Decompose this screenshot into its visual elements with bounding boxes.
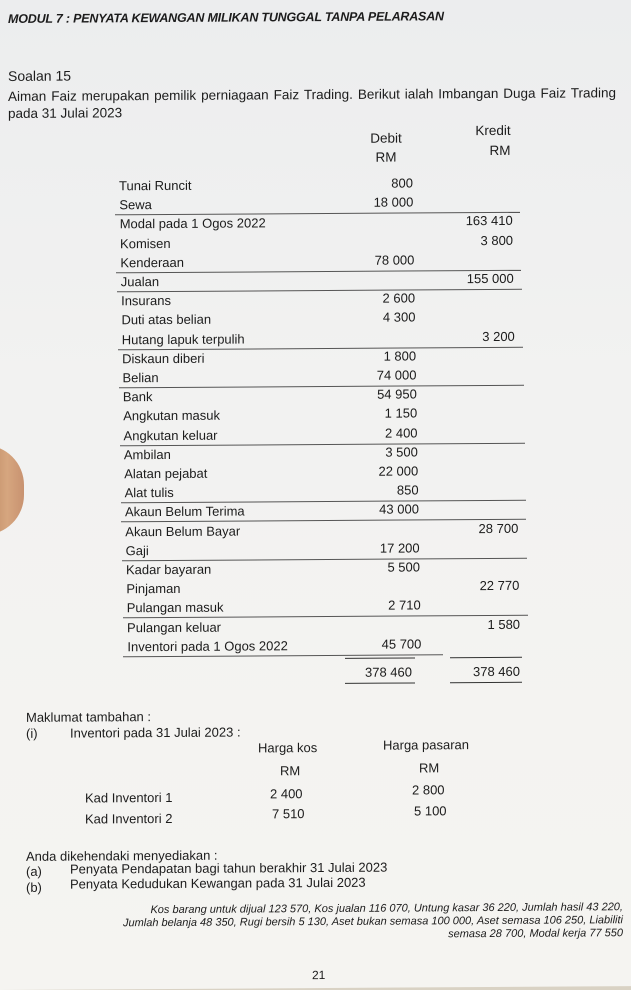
module-header: MODUL 7 : PENYATA KEWANGAN MILIKAN TUNGGAL TANPA PELARASAN (8, 9, 444, 26)
table-row (118, 347, 523, 368)
table-row (123, 635, 443, 657)
extra-item-number: (i) (26, 725, 38, 741)
account-name: Angkutan masuk (123, 408, 221, 424)
inventory-card-market: 2 800 (412, 782, 445, 798)
account-name: Ambilan (123, 446, 171, 463)
table-row (122, 558, 527, 579)
kredit-total: 378 460 (473, 663, 520, 680)
debit-amount: 1 150 (384, 405, 418, 422)
table-row (119, 404, 524, 425)
inventory-card-market: 5 100 (414, 803, 447, 819)
table-row (116, 212, 521, 233)
account-name: Komisen (120, 235, 171, 251)
account-name: Insurans (121, 293, 171, 309)
debit-amount: 2 710 (388, 597, 421, 614)
inventory-card-cost: 7 510 (272, 806, 305, 822)
debit-amount: 800 (391, 175, 413, 191)
kredit-total-line (450, 657, 522, 658)
account-name: Duti atas belian (121, 312, 212, 328)
table-row (119, 385, 524, 406)
table-row (120, 443, 525, 464)
debit-amount: 850 (396, 482, 419, 498)
account-name: Alatan pejabat (124, 465, 208, 482)
extra-info-title: Maklumat tambahan : (26, 709, 152, 725)
table-row (123, 615, 528, 636)
task-b-label: (b) (26, 879, 42, 895)
debit-total-underline (345, 682, 415, 683)
cost-unit: RM (280, 763, 301, 779)
question-number: Soalan 15 (8, 67, 72, 84)
inventory-card-name: Kad Inventori 2 (85, 810, 173, 827)
account-name: Jualan (120, 274, 160, 290)
debit-amount: 78 000 (374, 252, 415, 268)
debit-total-line (345, 657, 415, 658)
debit-amount: 54 950 (377, 386, 417, 402)
tasks-title: Anda dikehendaki menyediakan : (26, 847, 218, 864)
debit-amount: 43 000 (379, 501, 419, 518)
debit-amount: 45 700 (381, 636, 422, 652)
account-name: Pulangan keluar (127, 619, 222, 635)
debit-total: 378 460 (365, 664, 412, 680)
debit-amount: 5 500 (387, 559, 420, 575)
debit-header: Debit (370, 130, 402, 146)
market-unit: RM (419, 760, 440, 776)
market-price-header: Harga pasaran (383, 737, 469, 753)
debit-amount: 17 200 (379, 540, 420, 556)
debit-unit: RM (375, 149, 397, 165)
account-name: Akaun Belum Bayar (125, 523, 241, 539)
account-name: Modal pada 1 Ogos 2022 (119, 215, 266, 232)
question-intro: Aiman Faiz merupakan pemilik perniagaan Faiz Trading. Berikut ialah Imbangan Duga Faiz Trading pada 31 Julai 2023 (8, 85, 616, 121)
account-name: Akaun Belum Terima (124, 503, 245, 520)
debit-amount: 3 500 (385, 444, 418, 460)
account-name: Pinjaman (126, 581, 181, 597)
table-row (121, 519, 526, 540)
account-name: Tunai Runcit (119, 177, 192, 194)
account-name: Bank (122, 389, 153, 405)
kredit-total-underline (450, 682, 522, 683)
table-row (122, 577, 527, 598)
debit-amount: 1 800 (383, 348, 417, 364)
answer-hint: Kos barang untuk dijual 123 570, Kos jualan 116 070, Untung kasar 36 220, Jumlah hasil 43 220, Jumlah belanja 48 350, Rugi bersih 5 130, Aset bukan semasa 100 000, Aset semasa 106 250, Liabiliti semasa 28 700, Modal kerja 77 550 (122, 901, 623, 941)
page-number: 21 (312, 968, 326, 983)
inventory-card-cost: 2 400 (270, 786, 303, 802)
debit-amount: 22 000 (378, 463, 419, 479)
inventory-card-name: Kad Inventori 1 (85, 789, 173, 806)
account-name: Hutang lapuk terpulih (121, 331, 245, 347)
account-name: Sewa (119, 197, 152, 213)
debit-amount: 2 600 (382, 290, 416, 306)
kredit-amount: 155 000 (466, 270, 514, 287)
account-name: Belian (122, 370, 159, 386)
cost-price-header: Harga kos (258, 740, 318, 756)
kredit-amount: 1 580 (487, 616, 521, 632)
kredit-header: Kredit (475, 122, 511, 139)
account-name: Gaji (125, 542, 149, 559)
task-a-label: (a) (26, 863, 42, 879)
kredit-amount: 3 800 (480, 232, 514, 248)
debit-amount: 2 400 (385, 425, 418, 441)
table-row (120, 462, 525, 483)
debit-amount: 74 000 (376, 367, 417, 383)
account-name: Inventori pada 1 Ogos 2022 (127, 638, 288, 655)
kredit-amount: 22 770 (479, 578, 520, 594)
extra-item-text: Inventori pada 31 Julai 2023 : (70, 724, 241, 741)
kredit-amount: 3 200 (482, 328, 515, 344)
kredit-amount: 163 410 (465, 213, 513, 229)
account-name: Kenderaan (120, 254, 185, 271)
account-name: Alat tulis (124, 485, 174, 501)
account-name: Diskaun diberi (122, 350, 205, 367)
account-name: Kadar bayaran (126, 561, 212, 578)
account-name: Angkutan keluar (123, 427, 218, 443)
table-row (117, 289, 522, 310)
table-row (116, 231, 521, 252)
debit-amount: 4 300 (382, 309, 416, 326)
table-row (115, 174, 520, 195)
debit-amount: 18 000 (373, 194, 414, 210)
account-name: Pulangan masuk (126, 600, 224, 616)
kredit-amount: 28 700 (478, 520, 519, 536)
task-a-text: Penyata Pendapatan bagi tahun berakhir 31 Julai 2023 (70, 859, 388, 877)
kredit-unit: RM (489, 142, 511, 159)
table-row (117, 308, 522, 329)
task-b-text: Penyata Kedudukan Kewangan pada 31 Julai 2023 (70, 874, 366, 892)
